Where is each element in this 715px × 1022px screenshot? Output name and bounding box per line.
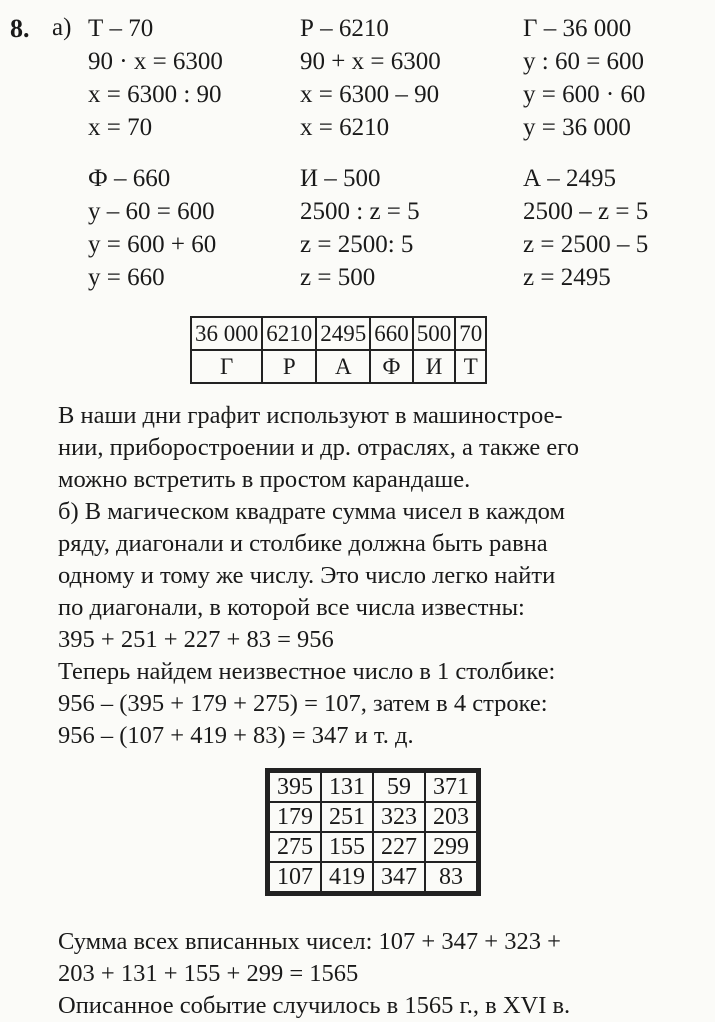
- block-head: Р – 6210: [300, 15, 389, 42]
- key-number-cell: 660: [370, 317, 413, 350]
- solution-block-1: [88, 12, 223, 144]
- magic-cell: 395: [269, 772, 321, 802]
- key-numbers-row: [191, 317, 486, 350]
- key-number-cell: 500: [413, 317, 456, 350]
- paragraph-graphite: [58, 400, 703, 496]
- equation-line: z = 2500 – 5: [523, 231, 649, 258]
- text-line: Описанное событие случилось в 1565 г., в XVI в.: [58, 992, 571, 1019]
- magic-cell: 227: [373, 832, 425, 862]
- text-line: В наши дни графит используют в машинострое-: [58, 402, 563, 429]
- magic-cell: 179: [269, 802, 321, 832]
- text-line: Теперь найдем неизвестное число в 1 столбике:: [58, 658, 556, 685]
- text-line: одному и тому же числу. Это число легко найти: [58, 562, 556, 589]
- magic-row: [269, 862, 477, 892]
- key-number-cell: 36 000: [191, 317, 262, 350]
- magic-cell: 251: [321, 802, 373, 832]
- text-line: ряду, диагонали и столбике должна быть равна: [58, 530, 548, 557]
- key-letter-cell: Ф: [370, 350, 413, 383]
- magic-cell: 419: [321, 862, 373, 892]
- magic-cell: 203: [425, 802, 477, 832]
- magic-cell: 275: [269, 832, 321, 862]
- key-letter-cell: Г: [191, 350, 262, 383]
- text-line: Сумма всех вписанных чисел: 107 + 347 + 323 +: [58, 928, 561, 955]
- text-line: по диагонали, в которой все числа известны:: [58, 594, 525, 621]
- equation-line: 2500 – z = 5: [523, 198, 649, 225]
- solution-block-5: [300, 162, 420, 294]
- key-number-cell: 2495: [316, 317, 370, 350]
- magic-cell: 131: [321, 772, 373, 802]
- solution-block-3: [523, 12, 645, 144]
- block-head: Т – 70: [88, 15, 154, 42]
- key-number-cell: 6210: [262, 317, 316, 350]
- equation-line: x = 6300 : 90: [88, 81, 222, 108]
- magic-cell: 107: [269, 862, 321, 892]
- magic-cell: 371: [425, 772, 477, 802]
- equation-line: x = 6210: [300, 114, 390, 141]
- solution-block-6: [523, 162, 648, 294]
- block-head: И – 500: [300, 165, 381, 192]
- magic-row: [269, 772, 477, 802]
- key-letter-cell: Т: [455, 350, 486, 383]
- key-letter-cell: Р: [262, 350, 316, 383]
- equation-line: y = 600 + 60: [88, 231, 217, 258]
- answer-key-table: [190, 316, 487, 384]
- equation-line: 90 + x = 6300: [300, 48, 441, 75]
- magic-cell: 155: [321, 832, 373, 862]
- task-number: 8.: [10, 14, 30, 43]
- block-head: Г – 36 000: [523, 15, 632, 42]
- equation-line: x = 70: [88, 114, 153, 141]
- magic-cell: 59: [373, 772, 425, 802]
- key-letters-row: [191, 350, 486, 383]
- text-line: 956 – (107 + 419 + 83) = 347 и т. д.: [58, 722, 414, 749]
- solution-block-4: [88, 162, 216, 294]
- equation-line: y : 60 = 600: [523, 48, 645, 75]
- paragraph-sum: [58, 926, 703, 1022]
- magic-row: [269, 832, 477, 862]
- magic-row: [269, 802, 477, 832]
- equation-line: x = 6300 – 90: [300, 81, 440, 108]
- part-a-label: а): [52, 14, 72, 41]
- magic-cell: 347: [373, 862, 425, 892]
- magic-cell: 83: [425, 862, 477, 892]
- equation-line: z = 2495: [523, 264, 611, 291]
- solution-block-2: [300, 12, 441, 144]
- text-line: можно встретить в простом карандаше.: [58, 466, 471, 493]
- equation-line: y = 600 · 60: [523, 81, 646, 108]
- text-line: 395 + 251 + 227 + 83 = 956: [58, 626, 334, 653]
- equation-line: y – 60 = 600: [88, 198, 215, 225]
- text-line: нии, приборостроении и др. отраслях, а также его: [58, 434, 579, 461]
- text-line: 956 – (395 + 179 + 275) = 107, затем в 4 строке:: [58, 690, 548, 717]
- key-letter-cell: А: [316, 350, 370, 383]
- key-letter-cell: И: [413, 350, 456, 383]
- key-number-cell: 70: [455, 317, 486, 350]
- text-line: б) В магическом квадрате сумма чисел в каждом: [58, 498, 565, 525]
- block-head: А – 2495: [523, 165, 617, 192]
- magic-cell: 323: [373, 802, 425, 832]
- equation-line: 2500 : z = 5: [300, 198, 420, 225]
- text-line: 203 + 131 + 155 + 299 = 1565: [58, 960, 359, 987]
- paragraph-magic-square: [58, 496, 703, 752]
- equation-line: y = 660: [88, 264, 165, 291]
- equation-line: z = 2500: 5: [300, 231, 414, 258]
- magic-cell: 299: [425, 832, 477, 862]
- equation-line: z = 500: [300, 264, 376, 291]
- equation-line: 90 · x = 6300: [88, 48, 223, 75]
- magic-square-table: [268, 771, 478, 893]
- block-head: Ф – 660: [88, 165, 171, 192]
- equation-line: y = 36 000: [523, 114, 631, 141]
